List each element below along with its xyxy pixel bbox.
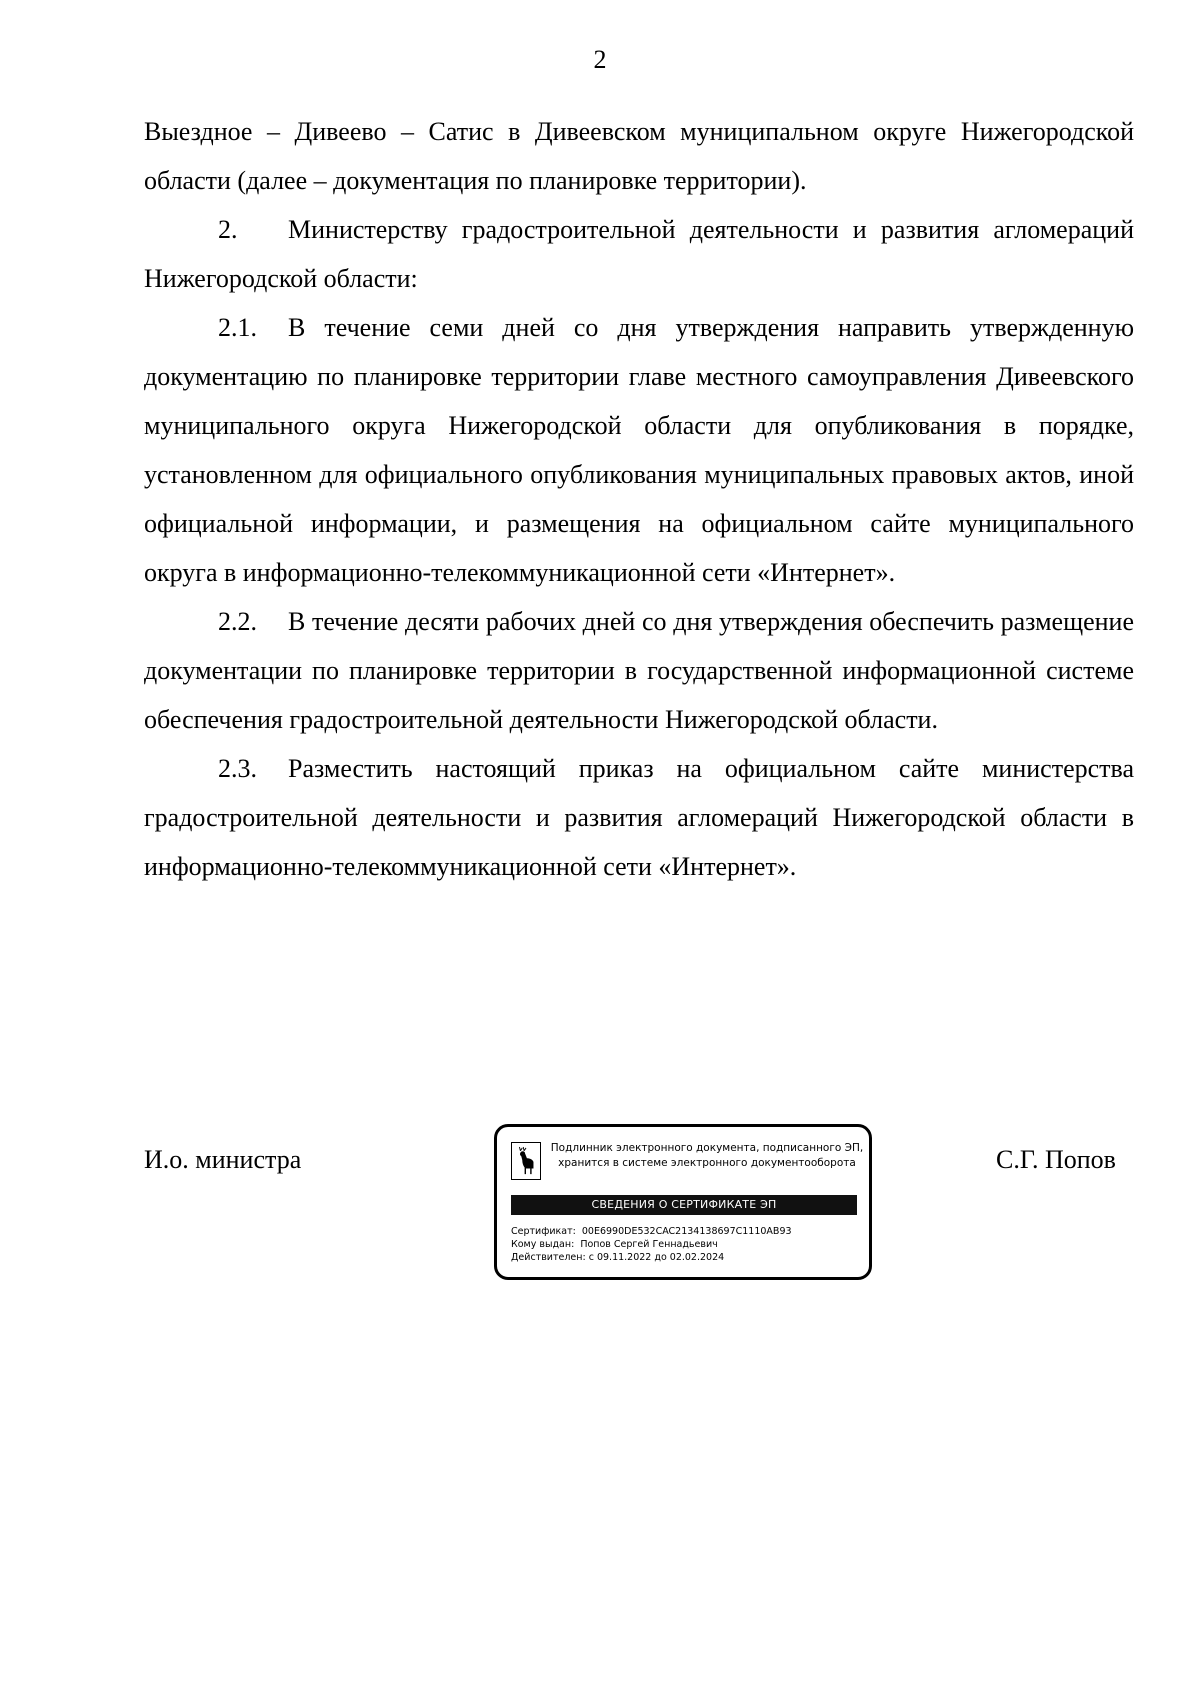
valid-label: Действителен: bbox=[511, 1252, 586, 1263]
document-body bbox=[144, 107, 1134, 891]
stamp-details bbox=[511, 1225, 861, 1264]
certificate-label: Сертификат: bbox=[511, 1226, 576, 1237]
item-number: 2.2. bbox=[218, 607, 257, 636]
stamp-header-line: Подлинник электронного документа, подписанного ЭП, bbox=[550, 1142, 864, 1154]
deer-emblem-icon bbox=[512, 1143, 540, 1179]
signer-position: И.о. министра bbox=[144, 1145, 302, 1174]
paragraph-item-2-3 bbox=[144, 744, 1134, 891]
paragraph-continuation bbox=[144, 107, 1134, 205]
certificate-value: 00E6990DE532CAC2134138697C1110AB93 bbox=[581, 1226, 792, 1237]
stamp-header-line: хранится в системе электронного документооборота bbox=[558, 1157, 856, 1169]
paragraph-item-2 bbox=[144, 205, 1134, 303]
coat-of-arms-icon bbox=[511, 1142, 541, 1180]
paragraph-item-2-2 bbox=[144, 597, 1134, 744]
issued-to-row bbox=[511, 1238, 861, 1251]
paragraph-text: Выездное – Дивеево – Сатис в Дивеевском муниципальном округе Нижегородской области (далее – документация по планировке территории). bbox=[144, 117, 1134, 195]
issued-to-value: Попов Сергей Геннадьевич bbox=[580, 1239, 718, 1250]
page-number: 2 bbox=[593, 45, 607, 74]
paragraph-item-2-1 bbox=[144, 303, 1134, 597]
stamp-header bbox=[549, 1141, 865, 1171]
electronic-signature-stamp bbox=[494, 1124, 872, 1280]
issued-to-label: Кому выдан: bbox=[511, 1239, 575, 1250]
paragraph-text: Разместить настоящий приказ на официальном сайте министерства градостроительной деятельности и развития агломераций Нижегородской области в информационно-телекоммуникационной сети «Интернет». bbox=[144, 754, 1134, 881]
item-number: 2.3. bbox=[218, 754, 257, 783]
item-number: 2. bbox=[218, 215, 238, 244]
paragraph-text: В течение семи дней со дня утверждения направить утвержденную документацию по планировке территории главе местного самоуправления Дивеевского муниципального округа Нижегородской области для опубликования в порядке, установленном для официального опубликования муниципальных правовых актов, иной официальной информации, и размещения на официальном сайте муниципального округа в информационно-телекоммуникационной сети «Интернет». bbox=[144, 313, 1134, 587]
item-number: 2.1. bbox=[218, 313, 257, 342]
signer-name: С.Г. Попов bbox=[996, 1145, 1116, 1174]
valid-row bbox=[511, 1251, 861, 1264]
certificate-row bbox=[511, 1225, 861, 1238]
valid-value: с 09.11.2022 до 02.02.2024 bbox=[588, 1252, 725, 1263]
paragraph-text: В течение десяти рабочих дней со дня утверждения обеспечить размещение документации по планировке территории в государственной информационной системе обеспечения градостроительной деятельности Нижегородской области. bbox=[144, 607, 1134, 734]
stamp-certificate-bar: СВЕДЕНИЯ О СЕРТИФИКАТЕ ЭП bbox=[511, 1195, 857, 1215]
paragraph-text: Министерству градостроительной деятельности и развития агломераций Нижегородской области: bbox=[144, 215, 1134, 293]
